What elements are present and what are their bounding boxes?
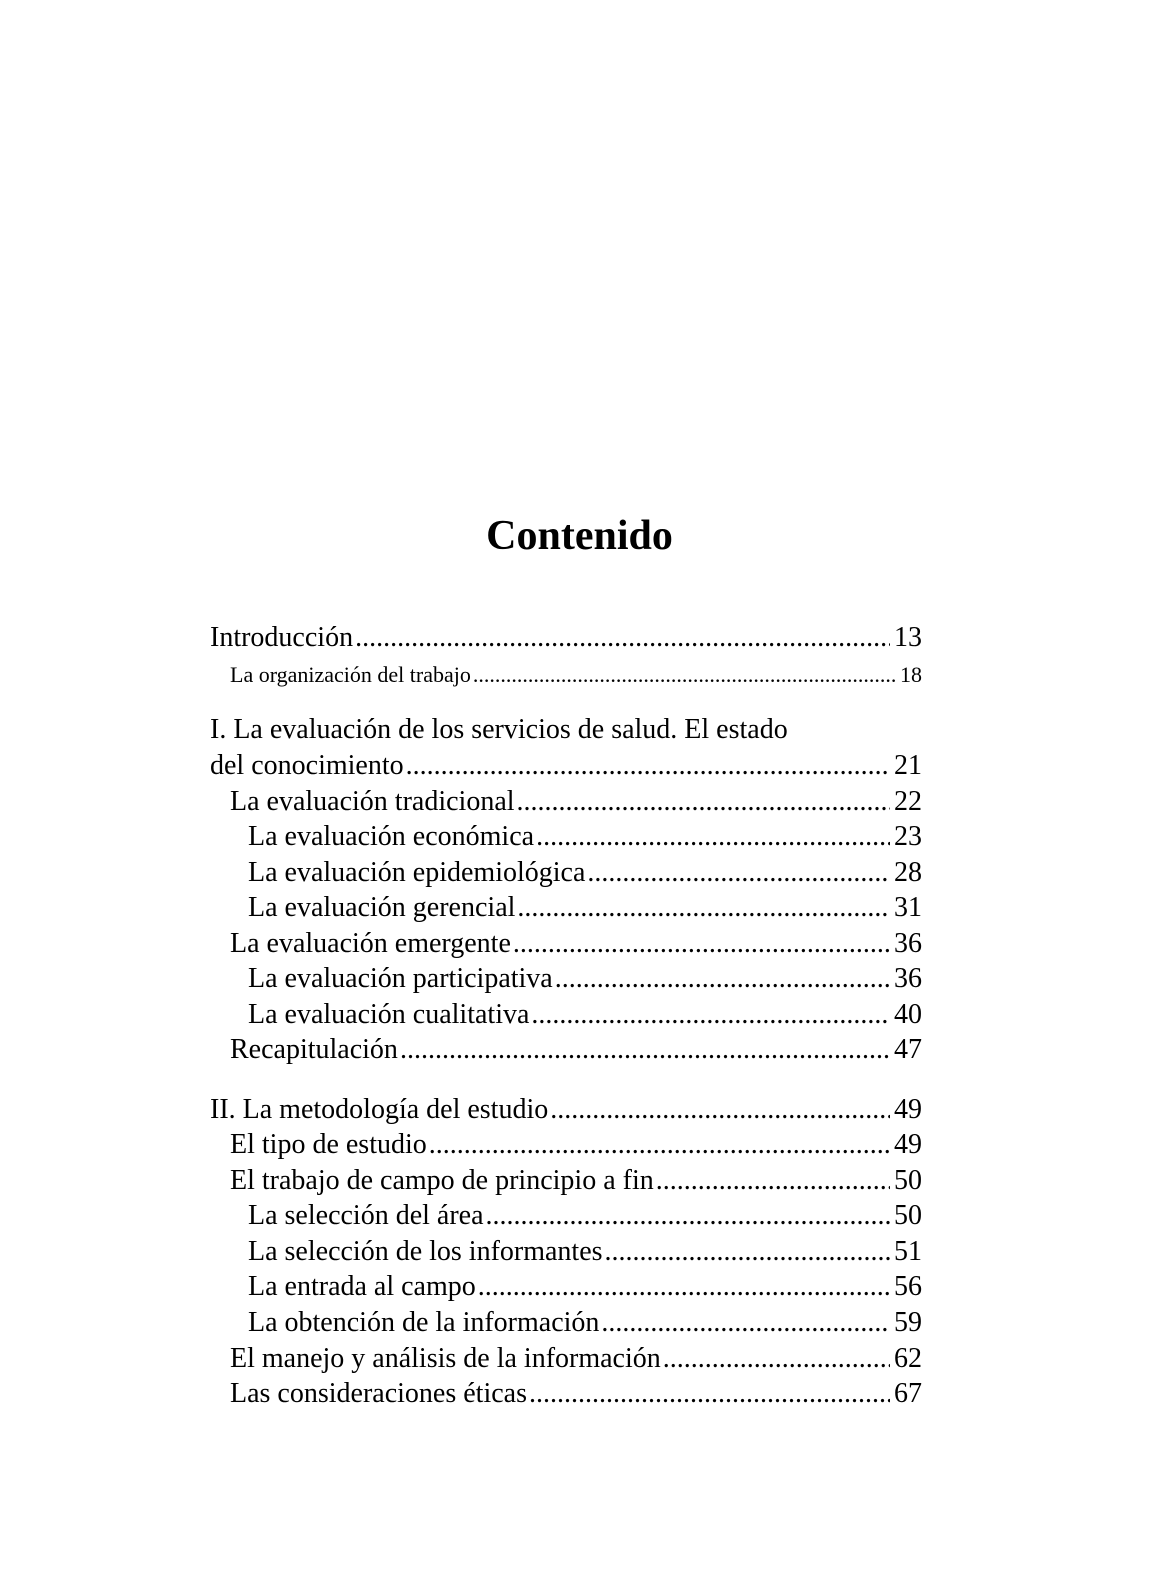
toc-entry-manejo-analisis bbox=[210, 1341, 922, 1377]
toc-entry-seleccion-area bbox=[210, 1198, 922, 1234]
toc-entry-label: La evaluación gerencial bbox=[248, 892, 516, 923]
toc-entry-label: Las consideraciones éticas bbox=[230, 1378, 527, 1409]
dot-leader bbox=[587, 855, 890, 891]
toc-entry-page: 31 bbox=[894, 892, 922, 923]
toc-entry-label: La evaluación participativa bbox=[248, 963, 553, 994]
dot-leader bbox=[513, 926, 890, 962]
dot-leader bbox=[473, 660, 896, 690]
dot-leader bbox=[429, 1127, 890, 1163]
toc-entry-label: La organización del trabajo bbox=[230, 662, 471, 687]
dot-leader bbox=[517, 890, 890, 926]
toc-entry-emergente bbox=[210, 926, 922, 962]
toc-entry-page: 23 bbox=[894, 821, 922, 852]
toc-entry-obtencion-informacion bbox=[210, 1305, 922, 1341]
toc-entry-page: 50 bbox=[894, 1165, 922, 1196]
dot-leader bbox=[601, 1305, 890, 1341]
dot-leader bbox=[529, 1376, 890, 1412]
toc-entry-page: 21 bbox=[894, 750, 922, 781]
dot-leader bbox=[663, 1341, 890, 1377]
toc-entry-trabajo-campo bbox=[210, 1163, 922, 1199]
toc-entry-page: 51 bbox=[894, 1236, 922, 1267]
toc-entry-page: 13 bbox=[894, 622, 922, 653]
toc-entry-label: La evaluación cualitativa bbox=[248, 999, 530, 1030]
toc-entry-entrada-campo bbox=[210, 1269, 922, 1305]
dot-leader bbox=[555, 961, 890, 997]
toc-entry-label: La evaluación emergente bbox=[230, 928, 511, 959]
toc-entry-cualitativa bbox=[210, 997, 922, 1033]
dot-leader bbox=[478, 1269, 890, 1305]
toc-entry-label: La entrada al campo bbox=[248, 1271, 476, 1302]
toc-entry-tipo-estudio bbox=[210, 1127, 922, 1163]
page-title: Contenido bbox=[486, 513, 673, 559]
toc-entry-introduccion bbox=[210, 620, 922, 656]
toc-entry-page: 62 bbox=[894, 1343, 922, 1374]
toc-entry-page: 49 bbox=[894, 1129, 922, 1160]
toc-entry-seleccion-informantes bbox=[210, 1234, 922, 1270]
toc-entry-consideraciones-eticas bbox=[210, 1376, 922, 1412]
toc-entry-label: La evaluación económica bbox=[248, 821, 535, 852]
toc-entry-participativa bbox=[210, 961, 922, 997]
toc-entry-page: 36 bbox=[894, 963, 922, 994]
toc-entry-page: 22 bbox=[894, 786, 922, 817]
toc-entry-page: 40 bbox=[894, 999, 922, 1030]
toc-entry-organizacion bbox=[210, 660, 922, 690]
toc-entry-tradicional bbox=[210, 784, 922, 820]
toc-entry-page: 50 bbox=[894, 1200, 922, 1231]
dot-leader bbox=[406, 748, 890, 784]
toc-entry-label: La obtención de la información bbox=[248, 1307, 600, 1338]
dot-leader bbox=[605, 1234, 890, 1270]
toc-entry-label: El trabajo de campo de principio a fin bbox=[230, 1165, 654, 1196]
toc-entry-label: El manejo y análisis de la información bbox=[230, 1343, 661, 1374]
dot-leader bbox=[531, 997, 890, 1033]
dot-leader bbox=[355, 620, 890, 656]
toc-entry-page: 18 bbox=[900, 662, 922, 687]
dot-leader bbox=[486, 1198, 890, 1234]
toc-entry-economica bbox=[210, 819, 922, 855]
toc-entry-page: 28 bbox=[894, 857, 922, 888]
toc-entry-label: La selección de los informantes bbox=[248, 1236, 603, 1267]
toc-entry-page: 36 bbox=[894, 928, 922, 959]
toc-entry-label: El tipo de estudio bbox=[230, 1129, 427, 1160]
dot-leader bbox=[656, 1163, 890, 1199]
toc-chapter-2 bbox=[210, 1092, 922, 1128]
toc-chapter-1-heading bbox=[210, 712, 922, 748]
toc-entry-epidemiologica bbox=[210, 855, 922, 891]
toc-entry-label: Recapitulación bbox=[230, 1034, 398, 1065]
toc-entry-page: 49 bbox=[894, 1094, 922, 1125]
toc-entry-label: II. La metodología del estudio bbox=[210, 1094, 549, 1125]
toc-entry-label: Introducción bbox=[210, 622, 354, 653]
toc-entry-page: 67 bbox=[894, 1378, 922, 1409]
toc-entry-gerencial bbox=[210, 890, 922, 926]
toc-entry-page: 59 bbox=[894, 1307, 922, 1338]
toc-entry-page: 47 bbox=[894, 1034, 922, 1065]
dot-leader bbox=[400, 1032, 890, 1068]
dot-leader bbox=[517, 784, 890, 820]
toc-chapter-1 bbox=[210, 748, 922, 784]
toc-entry-label: La evaluación epidemiológica bbox=[248, 857, 586, 888]
toc-entry-label: La selección del área bbox=[248, 1200, 484, 1231]
toc-entry-recapitulacion bbox=[210, 1032, 922, 1068]
toc-entry-label: I. La evaluación de los servicios de salud. El estado bbox=[210, 714, 788, 745]
dot-leader bbox=[550, 1092, 890, 1128]
toc-entry-label: del conocimiento bbox=[210, 750, 404, 781]
toc-entry-label: La evaluación tradicional bbox=[230, 786, 515, 817]
toc-entry-page: 56 bbox=[894, 1271, 922, 1302]
dot-leader bbox=[536, 819, 890, 855]
